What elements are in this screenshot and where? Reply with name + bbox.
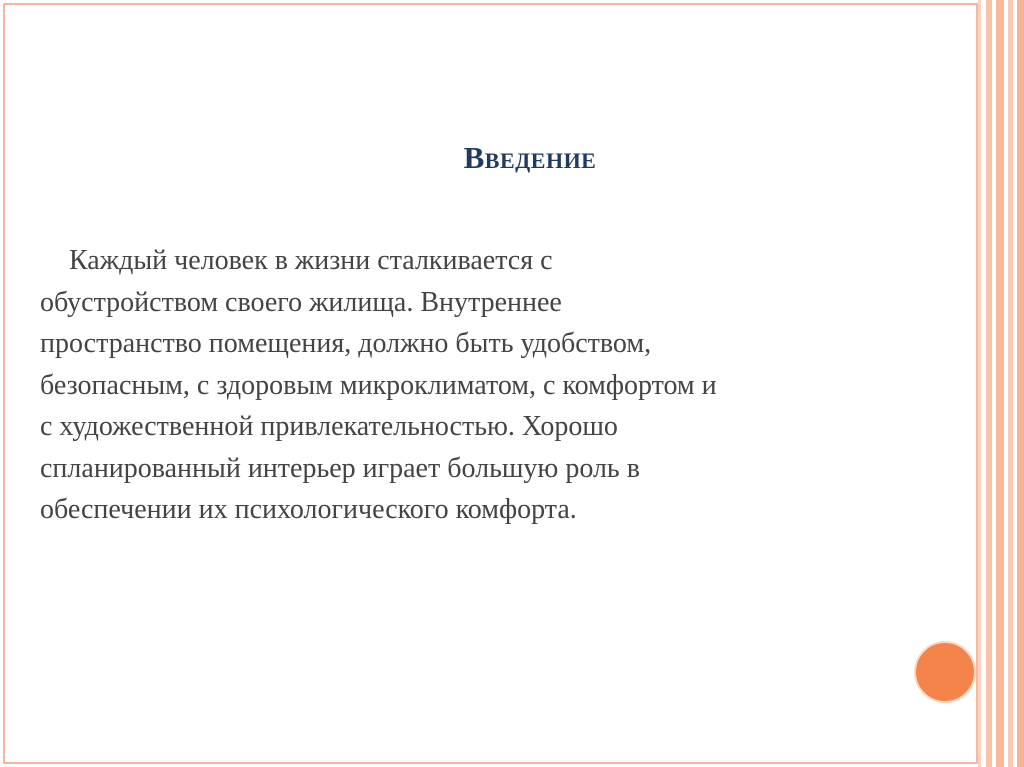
paragraph-line: пространство помещения, должно быть удобством, [40,328,652,359]
stripe [1008,0,1013,767]
paragraph-line: безопасным, с здоровым микроклиматом, с комфортом и [40,369,717,401]
stripe [1017,0,1024,767]
decorative-circle [914,641,976,703]
paragraph-line: Каждый человек в жизни сталкивается с [69,245,553,276]
slide-paragraph [40,240,910,531]
slide-title: Введение [463,140,597,175]
paragraph-line: с художественной привлекательностью. Хорошо [40,411,618,442]
paragraph-line: спланированный интерьер играет большую роль в [40,452,640,484]
paragraph-line: обустройством своего жилища. Внутреннее [40,286,562,318]
decorative-side-stripes [978,0,1024,767]
stripe [978,0,981,767]
stripe [996,0,1004,767]
paragraph-line: обеспечении их психологического комфорта. [40,494,577,525]
stripe [986,0,992,767]
